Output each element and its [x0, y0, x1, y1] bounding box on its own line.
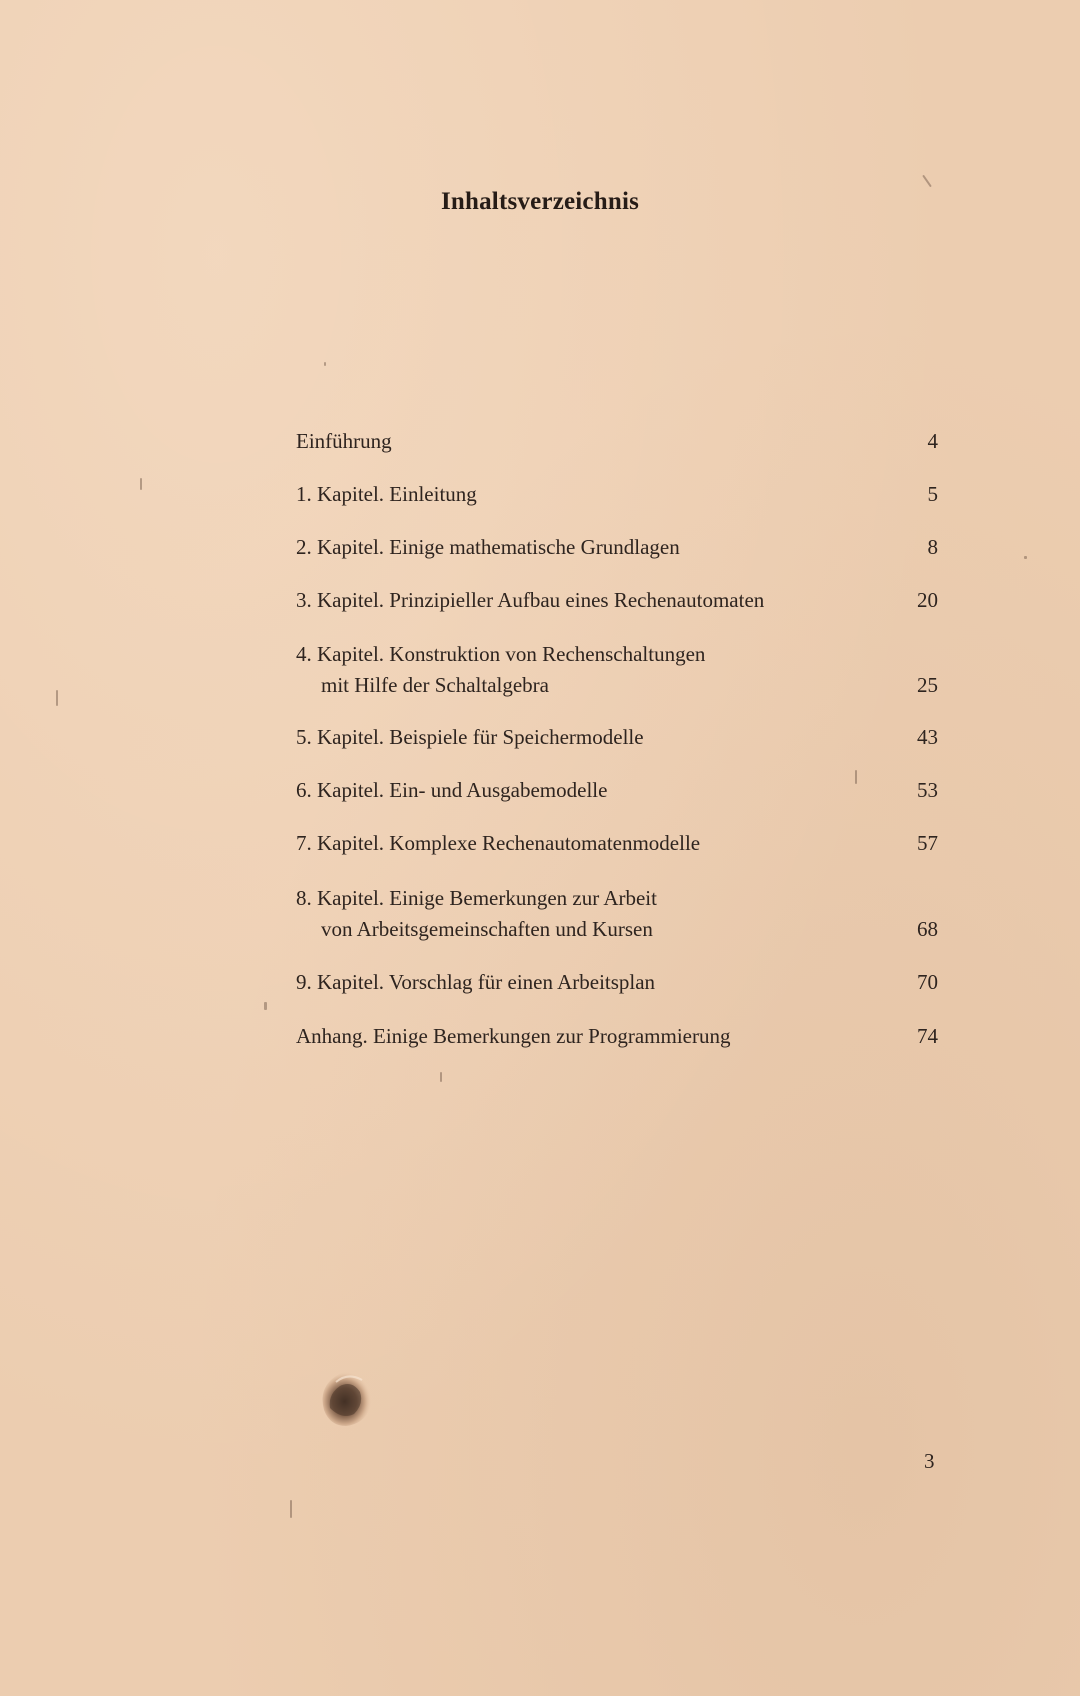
toc-entry-page: 20: [917, 588, 938, 612]
toc-entry-label: 1. Kapitel. Einleitung: [296, 482, 477, 506]
toc-entry-page: 70: [917, 970, 938, 994]
toc-entry-page: 74: [917, 1024, 938, 1048]
paper-speck: [56, 690, 58, 706]
paper-speck: [922, 175, 932, 188]
toc-entry-label: Einführung: [296, 429, 392, 453]
toc-entry: [296, 883, 938, 945]
toc-entry-label: 9. Kapitel. Vorschlag für einen Arbeitsplan: [296, 970, 656, 994]
toc-entry: [296, 1021, 938, 1052]
toc-entry-label: 6. Kapitel. Ein- und Ausgabemodelle: [296, 778, 608, 802]
toc-entry-page: 53: [917, 778, 938, 802]
toc-entry-label: 8. Kapitel. Einige Bemerkungen zur Arbeit: [296, 886, 657, 910]
paper-speck: [855, 770, 857, 784]
toc-entry-label: 7. Kapitel. Komplexe Rechenautomatenmodelle: [296, 831, 701, 855]
toc-entry: [296, 722, 938, 753]
toc-entry-page: 4: [927, 429, 938, 453]
toc-entry-page: 57: [917, 831, 938, 855]
paper-hole-damage: [306, 1358, 388, 1438]
paper-speck: [324, 362, 326, 366]
toc-entry-label-continued: von Arbeitsgemeinschaften und Kursen: [321, 917, 653, 941]
toc-entry-page: 68: [917, 917, 938, 941]
toc-entry: [296, 639, 938, 701]
toc-entry-label: 5. Kapitel. Beispiele für Speichermodelle: [296, 725, 644, 749]
toc-entry: [296, 585, 938, 616]
toc-entry: [296, 426, 938, 457]
paper-speck: [140, 478, 142, 490]
toc-entry-label: 2. Kapitel. Einige mathematische Grundlagen: [296, 535, 680, 559]
toc-entry: [296, 479, 938, 510]
paper-speck: [440, 1072, 442, 1082]
toc-entry-page: 43: [917, 725, 938, 749]
page-number: 3: [924, 1449, 935, 1473]
toc-entry: [296, 532, 938, 563]
page-title: Inhaltsverzeichnis: [440, 188, 640, 215]
toc-entry-label: 3. Kapitel. Prinzipieller Aufbau eines Rechenautomaten: [296, 588, 765, 612]
toc-entry-page: 25: [917, 673, 938, 697]
paper-speck: [290, 1500, 292, 1518]
toc-entry: [296, 967, 938, 998]
toc-entry-label: 4. Kapitel. Konstruktion von Rechenschaltungen: [296, 642, 706, 666]
toc-entry-label-continued: mit Hilfe der Schaltalgebra: [321, 673, 549, 697]
toc-entry-label: Anhang. Einige Bemerkungen zur Programmierung: [296, 1024, 731, 1048]
toc-entry-page: 8: [927, 535, 938, 559]
paper-speck: [1024, 556, 1027, 559]
toc-entry: [296, 828, 938, 859]
toc-entry-page: 5: [927, 482, 938, 506]
toc-entry: [296, 775, 938, 806]
paper-speck: [264, 1002, 267, 1010]
